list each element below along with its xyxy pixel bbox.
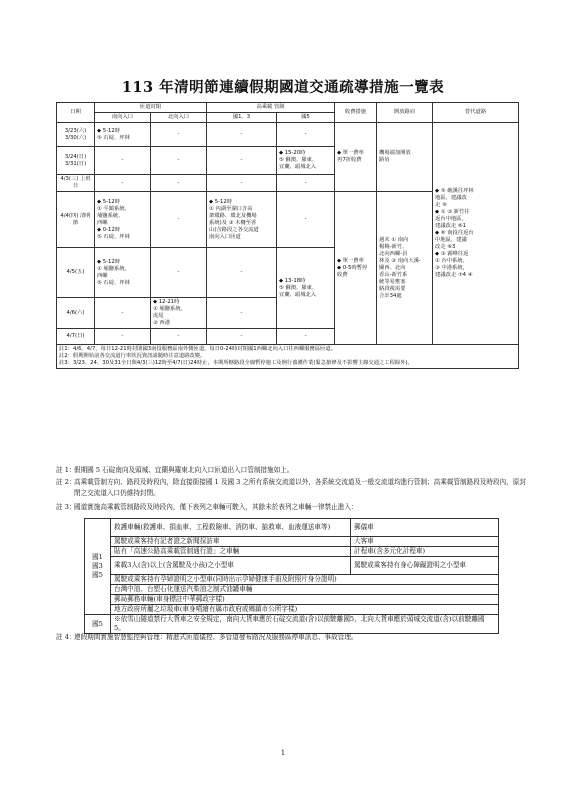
cell-line: ◆ 單一費率 bbox=[337, 150, 364, 156]
cell-alt-road bbox=[433, 123, 519, 345]
cell-line: ◆ 12-21時 bbox=[153, 299, 180, 305]
cell-empty: - bbox=[151, 123, 207, 147]
cell-line: ◆ 5-12時 bbox=[209, 198, 233, 205]
cell-shoulder-2 bbox=[377, 192, 433, 345]
footnote-1 bbox=[56, 465, 526, 476]
hov-cell: 大客車 bbox=[351, 537, 499, 547]
cell-r4-freeway1 bbox=[207, 192, 277, 248]
cell-line: ◆ 0-12時 bbox=[97, 226, 121, 233]
cell-line: 系統)及 ③ 木柵至香 bbox=[209, 219, 257, 226]
hov-cell: 救護車輛(救護車、捐血車、工程救險車、消防車、搶救車、血液運送車等) bbox=[111, 519, 351, 537]
cell-line: ① 內湖至湖口含高 bbox=[209, 205, 253, 212]
cell-line: 統等易壅塞 bbox=[379, 278, 406, 285]
cell-empty: - bbox=[95, 298, 151, 329]
hov-cell: 台灣中油、台塑石化運送汽柴油之制式油罐車輛 bbox=[111, 585, 499, 595]
measures-table bbox=[56, 102, 519, 369]
footnote-label: 註 3： bbox=[56, 503, 76, 511]
header-north-entrance: 北向入口 bbox=[151, 113, 207, 123]
header-toll: 收費措施 bbox=[335, 103, 377, 123]
cell-r6-north bbox=[151, 298, 207, 329]
header-freeway-1-3: 國1、3 bbox=[207, 113, 277, 123]
date-cell: 3/24(日) 3/31(日) bbox=[57, 147, 95, 175]
footnote-3 bbox=[56, 502, 526, 513]
footnote-label: 註 2： bbox=[56, 478, 76, 486]
cell-line: 虎尾 bbox=[153, 313, 164, 319]
hov-cell: 計程車(含多元化計程車) bbox=[351, 547, 499, 557]
cell-line: 走 ⑨ bbox=[435, 202, 447, 208]
cell-line: ③ 中港系統， bbox=[435, 265, 468, 271]
cell-empty: - bbox=[151, 147, 207, 175]
cell-line: ◆ ⑤ 礁溪往坪林 bbox=[435, 188, 474, 194]
cell-line: ⑤ 石碇、坪林 bbox=[97, 233, 130, 240]
cell-r5-freeway5 bbox=[277, 248, 335, 329]
header-shoulder: 開放路肩 bbox=[377, 103, 433, 123]
hov-cell: 乘載3人(含)以上(含駕駛及小孩)之小型車 bbox=[111, 557, 351, 575]
cell-empty: - bbox=[151, 175, 207, 192]
cell-empty: - bbox=[207, 123, 277, 147]
date-cell: 4/3(三) 上班日 bbox=[57, 175, 95, 192]
cell-r5-south bbox=[95, 248, 151, 298]
cell-line: 返台中地區， bbox=[435, 216, 467, 222]
cell-line: ◆ 5-12時 bbox=[97, 258, 121, 265]
cell-line: 週末 ① 南向 bbox=[379, 236, 409, 243]
footnote-label: 註 4： bbox=[56, 633, 76, 641]
cell-empty: - bbox=[207, 175, 277, 192]
header-date: 日期 bbox=[57, 103, 95, 123]
cell-line: 合計34處 bbox=[379, 292, 402, 299]
cell-line: ① 平鎮系統、 bbox=[97, 205, 130, 212]
date-cell: 3/23(六) 3/30(六) bbox=[57, 123, 95, 147]
header-ramp-closure: 匝道封閉 bbox=[95, 103, 207, 113]
hov-group-label: 國1 國3 國5 bbox=[85, 519, 111, 615]
cell-empty: - bbox=[277, 192, 335, 248]
cell-line: 西螺 bbox=[97, 219, 108, 226]
header-south-entrance: 南向入口 bbox=[95, 113, 151, 123]
cell-line: 山(含路段之各交流道 bbox=[209, 226, 259, 233]
date-cell: 4/5(五) bbox=[57, 248, 95, 298]
header-hov-control: 高乘載 管制 bbox=[207, 103, 335, 113]
footnote-4 bbox=[56, 632, 526, 643]
cell-line: ◆ 13-18時 bbox=[279, 277, 306, 284]
cell-line: 西螺 bbox=[97, 272, 108, 279]
header-freeway-5: 國5 bbox=[277, 113, 335, 123]
cell-line: ⑤ 蘇澳、羅東、 bbox=[279, 157, 318, 163]
cell-empty: - bbox=[277, 123, 335, 147]
cell-empty: - bbox=[95, 147, 151, 175]
header-alt-road: 替代道路 bbox=[433, 103, 519, 123]
cell-line: ⑤ 石碇、坪林 bbox=[97, 134, 130, 141]
hov-cell: 郵儀車 bbox=[351, 519, 499, 537]
cell-empty: - bbox=[95, 329, 151, 345]
footnote-label: 註 1： bbox=[56, 466, 76, 474]
cell-empty: - bbox=[151, 248, 207, 298]
hov-cell: 貼有「高速公路高乘載管制通行證」之車輛 bbox=[111, 547, 351, 557]
hov-vehicle-table bbox=[84, 518, 499, 634]
cell-line: ◆ ⑥ 南投往返台 bbox=[435, 230, 474, 236]
hov-cell: 駕駛或乘客持有記者證之新聞採訪車 bbox=[111, 537, 351, 547]
cell-line: 架環路、環北及機場 bbox=[209, 212, 257, 219]
cell-empty: - bbox=[207, 248, 277, 298]
table-notes bbox=[57, 345, 519, 369]
date-cell: 4/7(日) bbox=[57, 329, 95, 345]
table-note: 註2：假期開始前各交流道行車狀況資訊請隨時注意道路改變。 bbox=[59, 353, 206, 359]
cell-line: ⑤ 石碇、坪林 bbox=[97, 279, 130, 286]
table-note: 註3：3/23、24、30及31全日與4/3(三)12時至4/7(日)24時止，本期所轄路段全線暫停施工及例行養護作業(緊急搶修及不影響主線交通之工程除外)。 bbox=[59, 360, 413, 366]
footnote-text: 國道實施高乘載管制路段及時段內，僅下表列之車輛可駛入，其餘未於表列之車輛一律禁止進入： bbox=[74, 503, 358, 511]
cell-line: 再7折收費 bbox=[337, 157, 362, 163]
cell-line: 宜蘭、頭城北入 bbox=[279, 164, 317, 170]
cell-empty: - bbox=[277, 175, 335, 192]
cell-line: 林及 ③ 南向大溪- bbox=[379, 257, 421, 264]
hov-cell: 地方政府所屬之垃圾車(車身噴繪有縣市政府或鄉鎮市公所字樣) bbox=[111, 605, 499, 615]
footnote-text: 連假期間實施智慧監控與管理：精進式匝道儀控、多管道發布路況及服務區停車訊息、事故管理。 bbox=[74, 633, 358, 641]
cell-empty: - bbox=[207, 329, 277, 345]
cell-line: ◆ ③ 霧峰往返 bbox=[435, 251, 469, 257]
cell-r2-freeway5 bbox=[277, 147, 335, 175]
cell-line: ◆ 5-12時 bbox=[97, 127, 121, 134]
cell-line: ⑤ 蘇澳、羅東、 bbox=[279, 284, 318, 291]
cell-line: 建議改走 ⑥1 bbox=[435, 223, 467, 229]
cell-line: 楊梅-新竹、 bbox=[379, 243, 408, 250]
cell-line: 機場端加開放 bbox=[379, 150, 411, 156]
hov-group-label: 國5 bbox=[85, 615, 111, 634]
cell-line: ◆ ① ③ 新竹往 bbox=[435, 209, 470, 215]
cell-empty: - bbox=[151, 192, 207, 248]
cell-shoulder-1 bbox=[377, 123, 433, 192]
cell-line: 改走 ⑥3 bbox=[435, 244, 456, 250]
date-cell: 4/6(六) bbox=[57, 298, 95, 329]
cell-empty: - bbox=[207, 298, 277, 329]
cell-line: 宜蘭、頭城北入 bbox=[279, 291, 317, 298]
footnote-text: 假期國 5 石碇南向及頭城、宜蘭與羅東北向入口匝道出入口管制措施如上。 bbox=[74, 466, 294, 474]
cell-line: ◆ 5-12時 bbox=[97, 198, 121, 205]
cell-line: ① 台中系統、 bbox=[435, 258, 468, 264]
cell-line: ① 埔鹽系統、 bbox=[153, 306, 186, 312]
cell-line: ◆ 單一費率 bbox=[337, 257, 364, 264]
cell-line: 北向西螺-員 bbox=[379, 250, 408, 257]
cell-line: 建議改走 ⑦4 ④ bbox=[435, 272, 473, 278]
document-title: 113 年清明節連續假期國道交通疏導措施一覽表 bbox=[121, 79, 445, 96]
cell-line: 路肩 bbox=[379, 157, 390, 163]
hov-cell: 郵局郵務車輛(車身標註中華郵政字樣) bbox=[111, 595, 499, 605]
hov-cell: 駕駛或乘客持有孕婦證明之小型車(同時出示孕婦健康手冊及附照片身分證明) bbox=[111, 575, 499, 585]
cell-line: 關西、北向 bbox=[379, 264, 406, 271]
hov-cell: ※依雪山隧道禁行大貨車之安全規定，南向大貨車應於石碇交流道(含)以前駛離國5，北向大貨車應於頭城交流道(含)以前駛離國5。 bbox=[111, 615, 499, 634]
cell-line: 地區，建議改 bbox=[435, 195, 467, 201]
date-cell: 4/4(四) 清明節 bbox=[57, 192, 95, 248]
cell-line: ◆ 0-5時暫停 bbox=[337, 264, 368, 271]
cell-empty: - bbox=[95, 175, 151, 192]
page-number: 1 bbox=[280, 749, 286, 757]
cell-line: 香山-新竹系 bbox=[379, 271, 408, 278]
cell-r1-south bbox=[95, 123, 151, 147]
cell-line: ③ 西港 bbox=[153, 320, 171, 326]
cell-empty: - bbox=[207, 147, 277, 175]
cell-line: 埔鹽系統、 bbox=[97, 212, 124, 219]
hov-cell: 駕駛或乘客持有身心障礙證明之小型車 bbox=[351, 557, 499, 575]
cell-line: 路段視需要 bbox=[379, 285, 406, 292]
cell-empty: - bbox=[277, 329, 335, 345]
cell-line: 中地區，建議 bbox=[435, 237, 467, 243]
cell-line: ◆ 15-20時 bbox=[279, 150, 306, 156]
cell-toll-2 bbox=[335, 192, 377, 345]
cell-toll-1 bbox=[335, 123, 377, 192]
cell-line: ① 埔鹽系統、 bbox=[97, 265, 130, 272]
cell-line: 收費 bbox=[337, 271, 348, 278]
table-note: 註1：4/6、4/7，每日12-21時封閉國3南投服務區南外側匝道，每日0-24時封閉國1西螺北向入口往西螺服務區匝道。 bbox=[59, 346, 337, 352]
footnote-2 bbox=[56, 477, 526, 499]
cell-empty: - bbox=[151, 329, 207, 345]
cell-line: 南向入口匝道 bbox=[209, 233, 241, 240]
footnote-text: 高乘載管制方向、路段及時段內，除直接銜接國 1 及國 3 之所有系統交流道以外，各系統交流道及一般交流道均進行管制；高乘載管制路段及時段內，原封閉之交流道入口仍維持封閉。 bbox=[74, 478, 526, 497]
cell-r4-south bbox=[95, 192, 151, 248]
